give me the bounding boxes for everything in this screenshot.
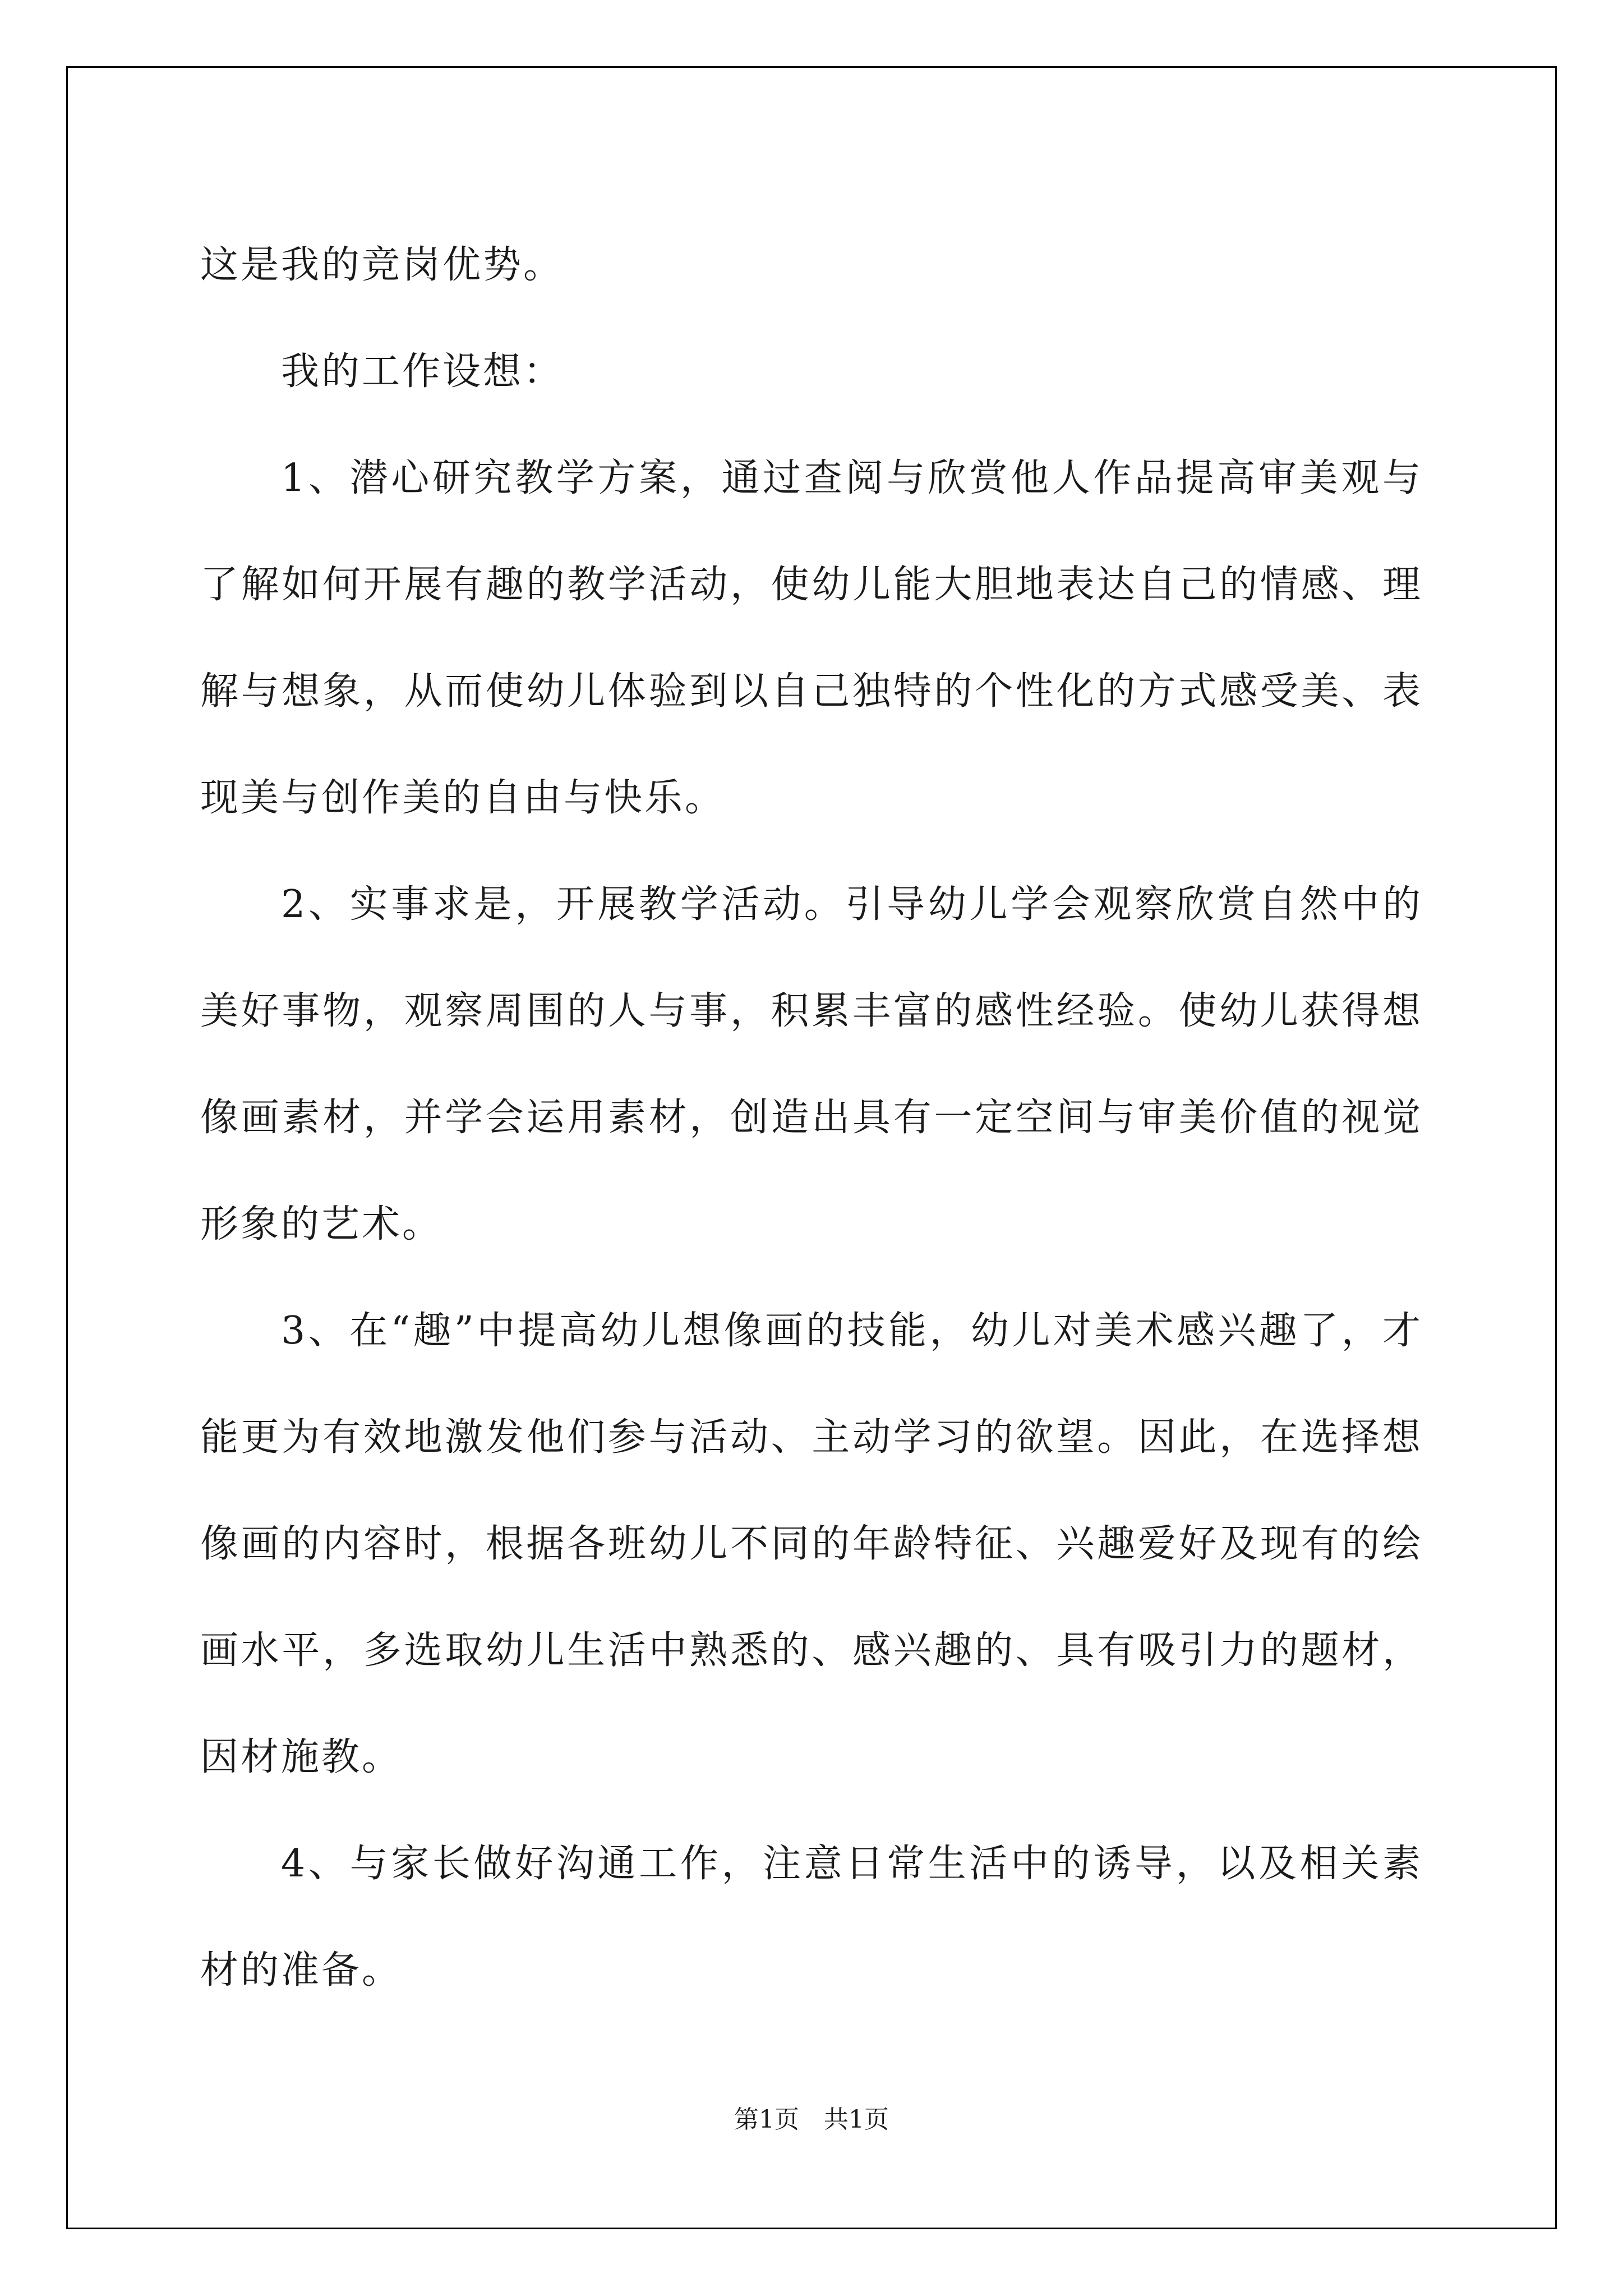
document-body [200, 212, 1423, 2024]
paragraph-item-1: 1、潜心研究教学方案，通过查阅与欣赏他人作品提高审美观与了解如何开展有趣的教学活动，使幼儿能大胆地表达自己的情感、理解与想象，从而使幼儿体验到以自己独特的个性化的方式感受美、表现美与创作美的自由与快乐。 [200, 456, 1423, 820]
paragraph-item-4: 4、与家长做好沟通工作，注意日常生活中的诱导，以及相关素材的准备。 [200, 1842, 1423, 1993]
paragraph-item-3: 3、在“趣”中提高幼儿想像画的技能，幼儿对美术感兴趣了，才能更为有效地激发他们参与活动、主动学习的欲望。因此，在选择想像画的内容时，根据各班幼儿不同的年龄特征、兴趣爱好及现有的绘画水平，多选取幼儿生活中熟悉的、感兴趣的、具有吸引力的题材，因材施教。 [200, 1309, 1423, 1779]
page-number-footer: 第1页 共1页 [734, 2105, 889, 2134]
paragraph-continuation: 这是我的竞岗优势。 [200, 243, 564, 287]
paragraph-item-2: 2、实事求是，开展教学活动。引导幼儿学会观察欣赏自然中的美好事物，观察周围的人与事，积累丰富的感性经验。使幼儿获得想像画素材，并学会运用素材，创造出具有一定空间与审美价值的视觉形象的艺术。 [200, 882, 1423, 1246]
paragraph-heading: 我的工作设想： [281, 349, 564, 394]
